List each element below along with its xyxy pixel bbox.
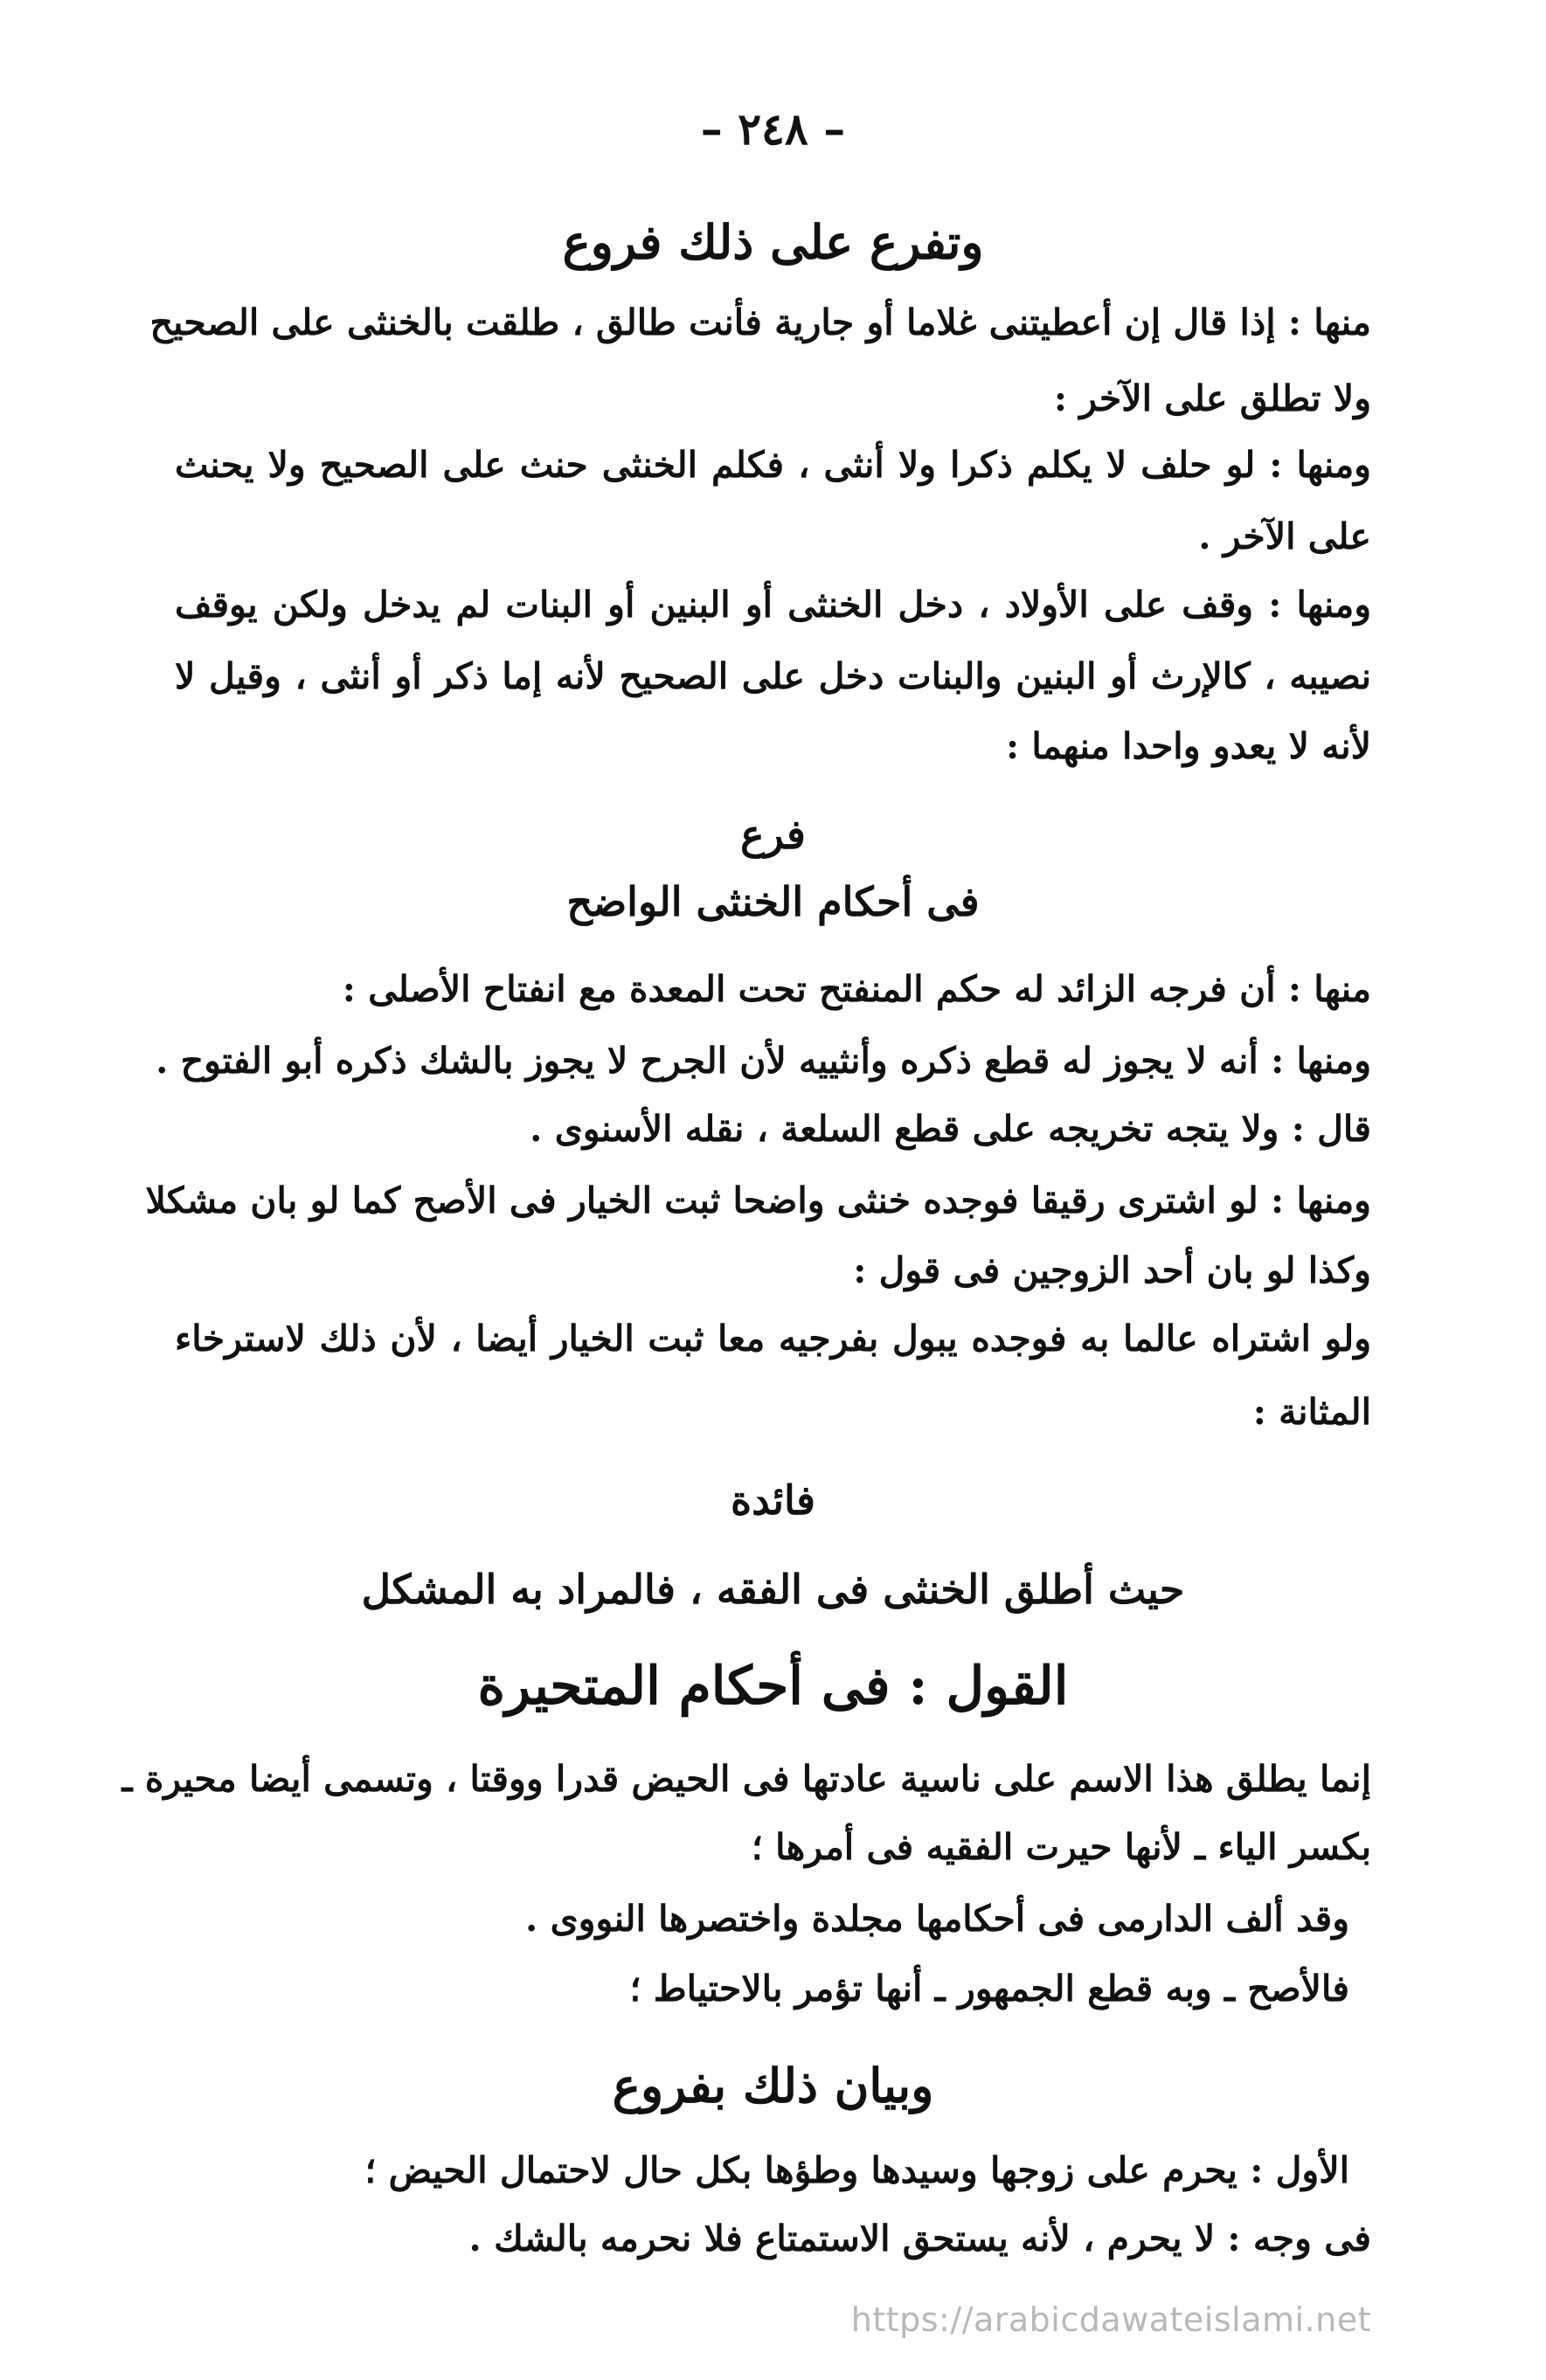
heading-branches-2: وبيان ذلك بفروع (612, 2058, 934, 2114)
text-line-6: نصيبه ، كالإرث أو البنين والبنات دخل على الصحيح لأنه إما ذكر أو أنثى ، وقيل لا (175, 655, 1371, 697)
text-line-15: إنما يطلق هذا الاسم على ناسية عادتها فى الحيض قدرا ووقتا ، وتسمى أيضا محيرة ـ (121, 1758, 1371, 1800)
benefit-text: حيث أطلق الخنثى فى الفقه ، فالمراد به المشكل (361, 1566, 1185, 1613)
heading-branch-subtitle: فى أحكام الخنثى الواضح (566, 878, 980, 925)
heading-benefit: فائدة (730, 1477, 816, 1524)
heading-branch: فرع (740, 811, 806, 858)
text-line-18: فالأصح ـ وبه قطع الجمهور ـ أنها تؤمر بالاحتياط ؛ (629, 1968, 1349, 2010)
text-line-5: ومنها : وقف على الأولاد ، دخل الخنثى أو البنين أو البنات لم يدخل ولكن يوقف (175, 584, 1371, 626)
text-line-17: وقد ألف الدارمى فى أحكامها مجلدة واختصرها النووى . (525, 1898, 1349, 1940)
text-line-7: لأنه لا يعدو واحدا منهما : (1005, 725, 1371, 767)
text-line-2: ولا تطلق على الآخر : (1053, 377, 1371, 419)
text-line-12: وكذا لو بان أحد الزوجين فى قول : (853, 1249, 1371, 1291)
text-line-4: على الآخر . (1198, 515, 1371, 557)
page-number: – ٢٤٨ – (700, 103, 846, 155)
heading-section: القول : فى أحكام المتحيرة (477, 1656, 1069, 1717)
text-line-16: بكسر الياء ـ لأنها حيرت الفقيه فى أمرها ؛ (751, 1826, 1371, 1868)
text-line-19: الأول : يحرم على زوجها وسيدها وطؤها بكل حال لاحتمال الحيض ؛ (364, 2149, 1349, 2191)
text-line-20: فى وجه : لا يحرم ، لأنه يستحق الاستمتاع فلا نحرمه بالشك . (468, 2217, 1371, 2259)
heading-branches: وتفرع على ذلك فروع (562, 214, 984, 270)
text-line-14: المثانة : (1252, 1391, 1371, 1433)
text-line-13: ولو اشتراه عالما به فوجده يبول بفرجيه معا ثبت الخيار أيضا ، لأن ذلك لاسترخاء (175, 1318, 1371, 1360)
text-line-1: منها : إذا قال إن أعطيتنى غلاما أو جارية فأنت طالق ، طلقت بالخنثى على الصحيح (149, 301, 1371, 343)
text-line-8: منها : أن فرجه الزائد له حكم المنفتح تحت المعدة مع انفتاح الأصلى : (342, 968, 1371, 1010)
watermark-url: https://arabicdawateislami.net (850, 2300, 1371, 2339)
text-line-11: ومنها : لو اشترى رقيقا فوجده خنثى واضحا ثبت الخيار فى الأصح كما لو بان مشكلا (145, 1180, 1371, 1221)
text-line-9: ومنها : أنه لا يجوز له قطع ذكره وأنثييه لأن الجرح لا يجوز بالشك ذكره أبو الفتوح . (156, 1040, 1371, 1082)
text-line-10: قال : ولا يتجه تخريجه على قطع السلعة ، نقله الأسنوى . (530, 1108, 1371, 1150)
text-line-3: ومنها : لو حلف لا يكلم ذكرا ولا أنثى ، فكلم الخنثى حنث على الصحيح ولا يحنث (175, 444, 1371, 486)
